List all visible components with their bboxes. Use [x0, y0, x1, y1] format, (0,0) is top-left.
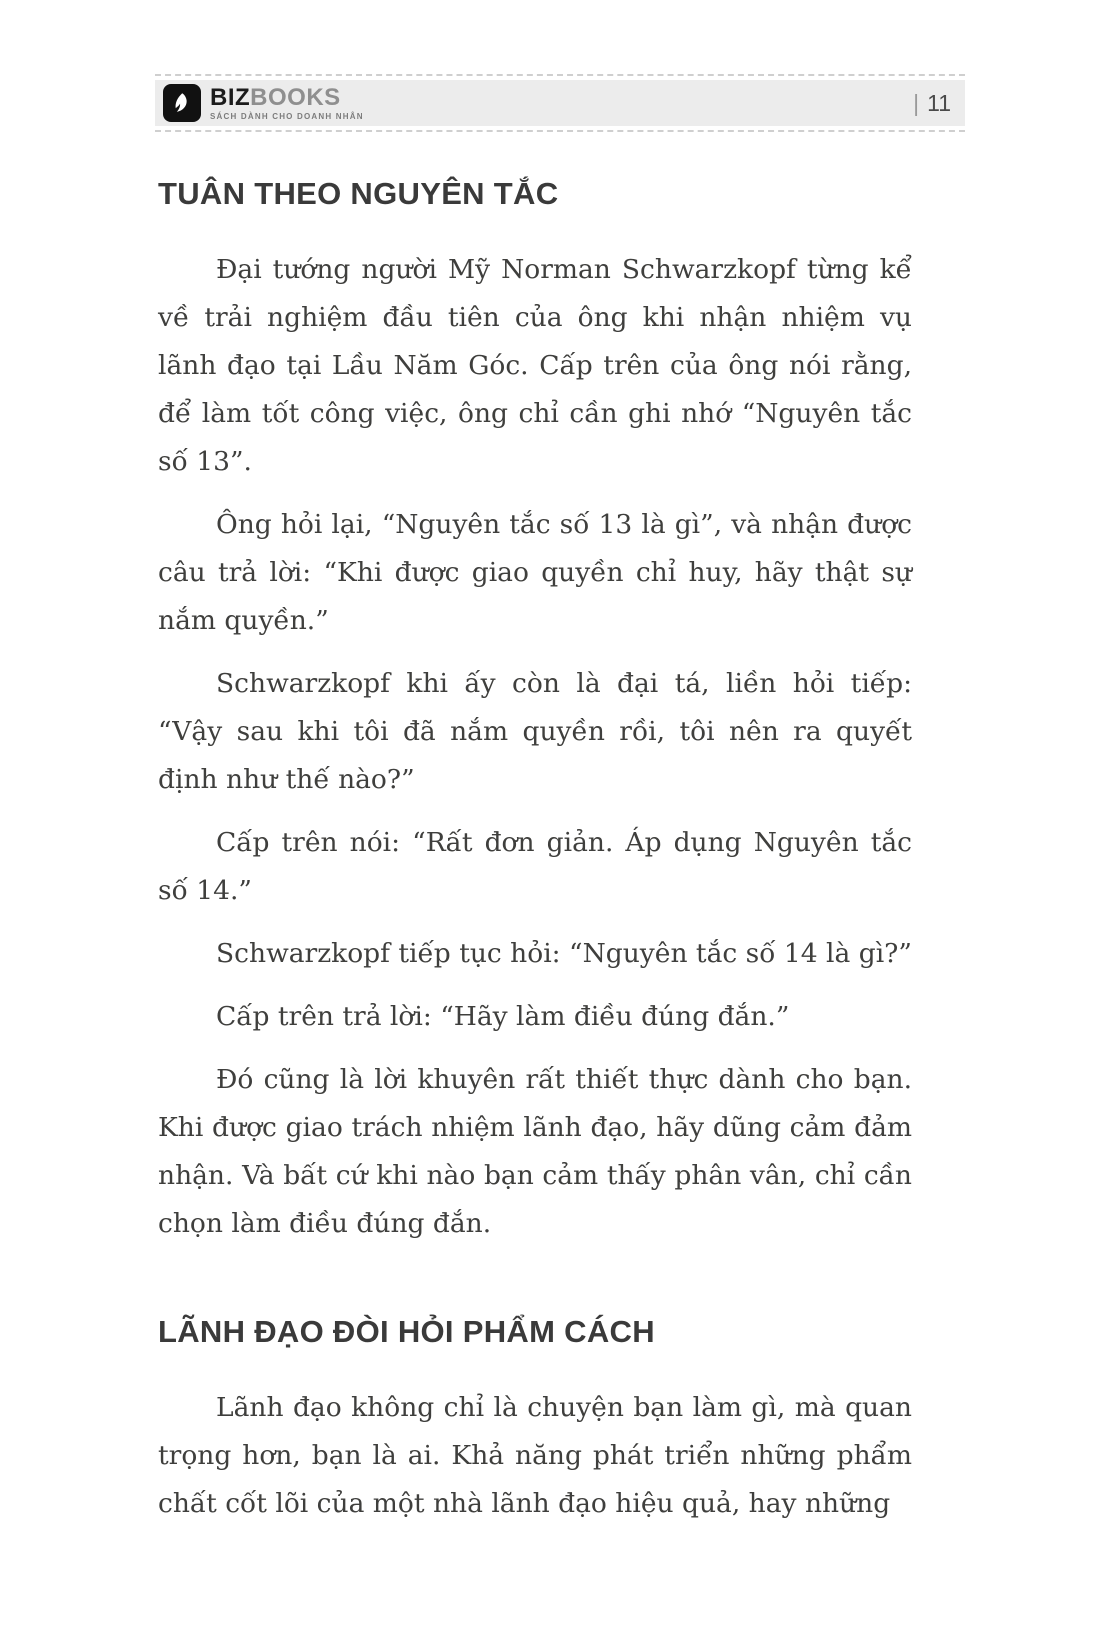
- paragraph: Đại tướng người Mỹ Norman Schwarzkopf từng kể về trải nghiệm đầu tiên của ông khi nhận nhiệm vụ lãnh đạo tại Lầu Năm Góc. Cấp trên của ông nói rằng, để làm tốt công việc, ông chỉ cần ghi nhớ “Nguyên tắc số 13”.: [158, 254, 912, 477]
- page-number-separator: |: [913, 89, 920, 116]
- brand-name: [210, 83, 364, 111]
- paragraph: Cấp trên trả lời: “Hãy làm điều đúng đắn.”: [216, 1001, 790, 1032]
- header-bar: [155, 80, 965, 126]
- paragraph: Lãnh đạo không chỉ là chuyện bạn làm gì, mà quan trọng hơn, bạn là ai. Khả năng phát triển những phẩm chất cốt lõi của một nhà lãnh đạo hiệu quả, hay những: [158, 1392, 912, 1519]
- brand-name-light: BOOKS: [250, 83, 341, 111]
- paragraph: Ông hỏi lại, “Nguyên tắc số 13 là gì”, và nhận được câu trả lời: “Khi được giao quyền chỉ huy, hãy thật sự nắm quyền.”: [158, 509, 912, 636]
- brand-logo: [163, 84, 364, 122]
- brand-name-bold: BIZ: [210, 83, 251, 111]
- brand-tagline: SÁCH DÀNH CHO DOANH NHÂN: [210, 111, 364, 121]
- section-heading: LÃNH ĐẠO ĐÒI HỎI PHẨM CÁCH: [158, 1314, 655, 1349]
- page-header: [155, 74, 965, 132]
- paragraph: Schwarzkopf khi ấy còn là đại tá, liền hỏi tiếp: “Vậy sau khi tôi đã nắm quyền rồi, tôi nên ra quyết định như thế nào?”: [158, 668, 912, 795]
- bizbooks-logo-icon: [163, 84, 201, 122]
- section-heading: TUÂN THEO NGUYÊN TẮC: [158, 176, 559, 211]
- section-leadership-requires-character: [158, 1314, 912, 1528]
- paragraph: Cấp trên nói: “Rất đơn giản. Áp dụng Nguyên tắc số 14.”: [158, 827, 912, 906]
- paragraph: Schwarzkopf tiếp tục hỏi: “Nguyên tắc số 14 là gì?”: [216, 938, 912, 969]
- brand-text: [210, 83, 364, 121]
- paragraph: Đó cũng là lời khuyên rất thiết thực dành cho bạn. Khi được giao trách nhiệm lãnh đạo, hãy dũng cảm đảm nhận. Và bất cứ khi nào bạn cảm thấy phân vân, chỉ cần chọn làm điều đúng đắn.: [158, 1064, 912, 1239]
- page-number: [913, 90, 951, 117]
- section-follow-the-rules: [158, 176, 912, 1248]
- page-number-value: 11: [927, 89, 951, 116]
- page-content: [0, 132, 1119, 1528]
